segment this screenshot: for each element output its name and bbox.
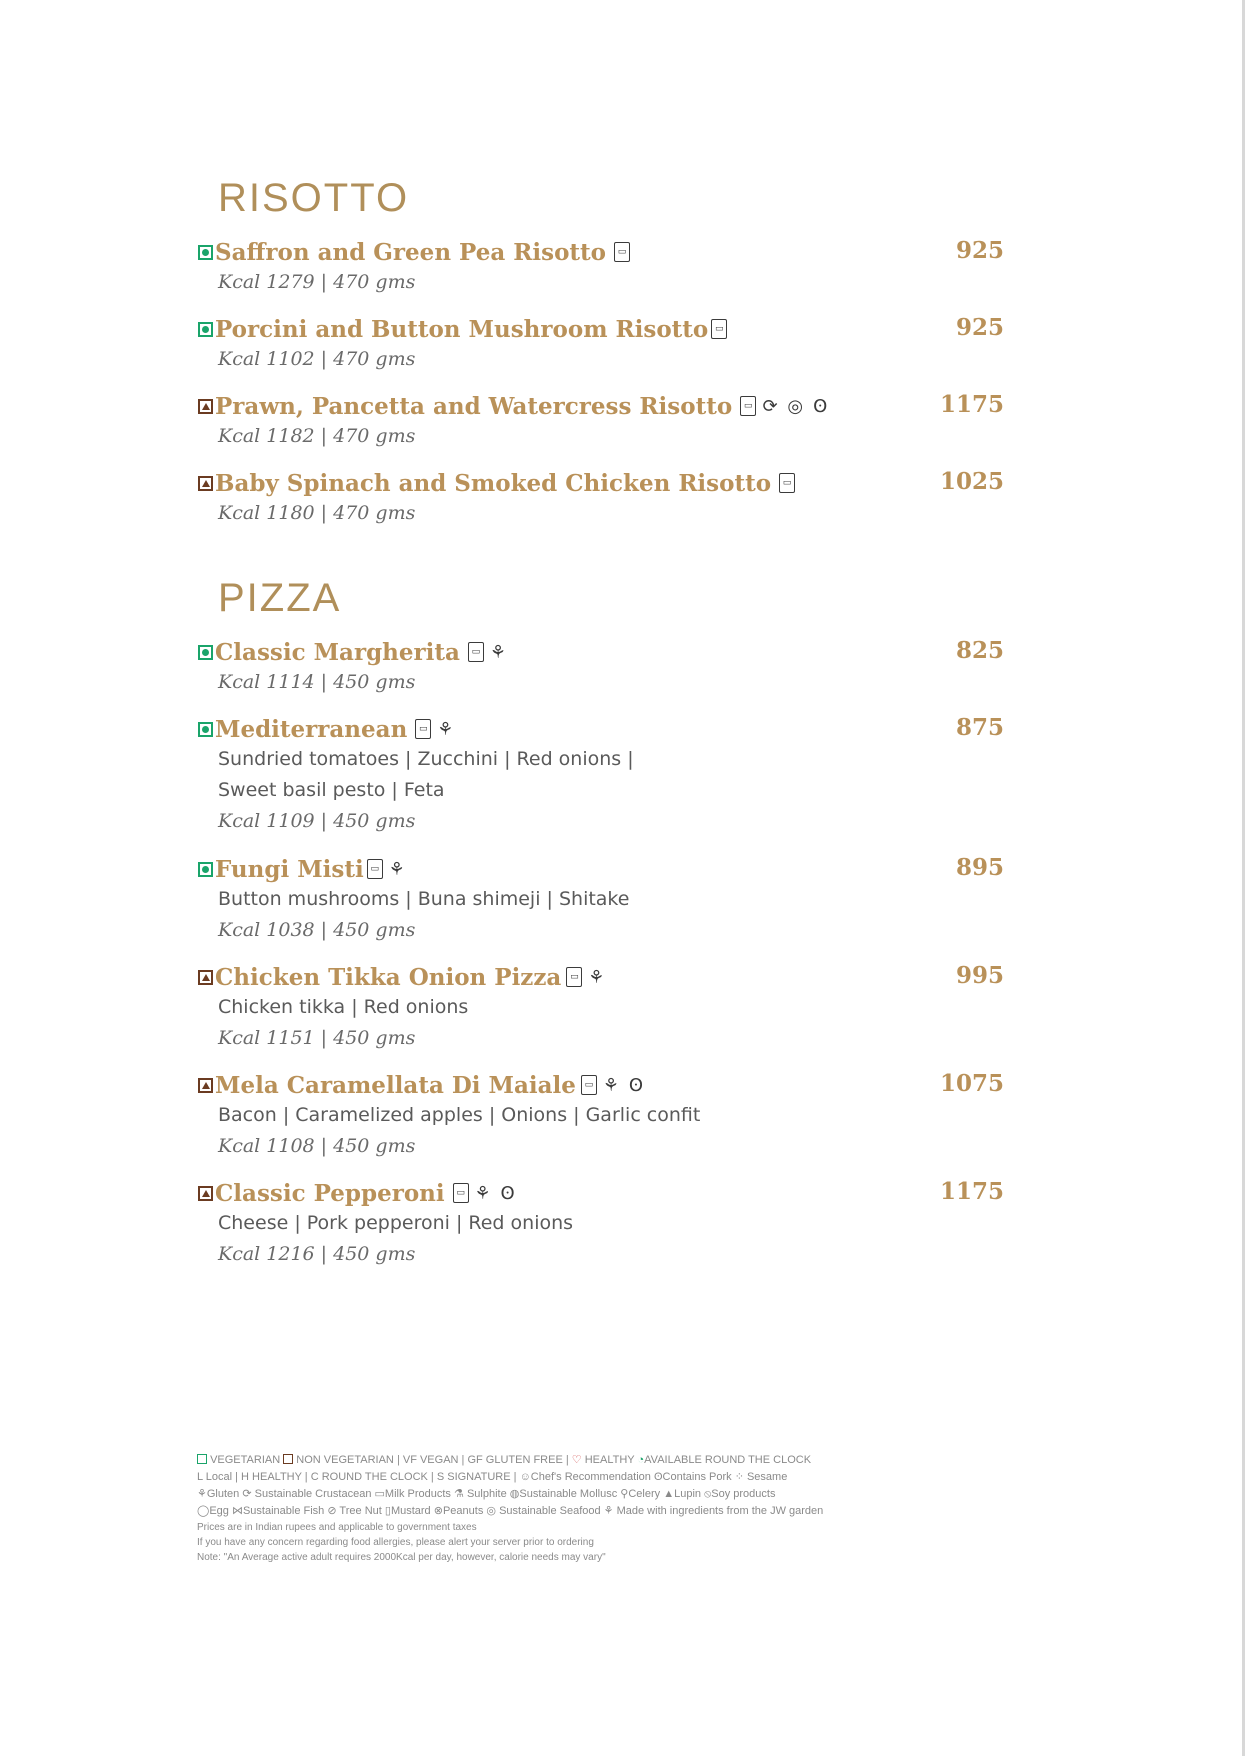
menu-item: [198, 854, 1004, 946]
item-price: 875: [955, 714, 1004, 741]
garden-icon: ⚘: [603, 1505, 614, 1517]
item-name: Classic Pepperoni: [215, 1179, 445, 1207]
item-kcal: Kcal 1114 | 450 gms: [218, 671, 416, 693]
item-description: Sweet basil pesto | Feta: [218, 779, 445, 801]
legend-mustard: Mustard: [390, 1505, 431, 1517]
item-kcal: Kcal 1182 | 470 gms: [218, 425, 416, 447]
legend-note-allergies: If you have any concern regarding food allergies, please alert your server prior to ordering: [197, 1537, 594, 1548]
gluten-icon: ⚘: [602, 1074, 619, 1096]
item-description: Sundried tomatoes | Zucchini | Red onions |: [218, 748, 634, 770]
item-name: Prawn, Pancetta and Watercress Risotto: [215, 392, 733, 420]
legend-garden: Made with ingredients from the JW garden: [616, 1505, 824, 1517]
milk-products-icon: ▭: [415, 719, 431, 739]
menu-item: [198, 962, 1004, 1054]
item-price: 925: [955, 237, 1004, 264]
crustacean-icon: ⟳: [762, 395, 778, 417]
non-vegetarian-icon: [198, 476, 213, 491]
legend-line-4: [197, 1503, 957, 1520]
pork-icon: ʘ: [500, 1182, 515, 1204]
non-vegetarian-icon: [198, 1078, 213, 1093]
legend-gluten: Gluten: [206, 1488, 240, 1500]
legend-celery: Celery: [628, 1488, 661, 1500]
legend-fish: Sustainable Fish: [242, 1505, 325, 1517]
menu-item: [198, 1178, 1004, 1270]
milk-products-icon: ▭: [740, 396, 756, 416]
milk-products-icon: ▭: [367, 859, 383, 879]
item-kcal: Kcal 1038 | 450 gms: [218, 919, 416, 941]
milk-products-icon: ▭: [374, 1488, 385, 1500]
vegetarian-icon: [198, 722, 213, 737]
milk-products-icon: ▭: [566, 967, 582, 987]
legend-pork: Contains Pork: [662, 1471, 732, 1483]
fish-icon: ⋈: [231, 1505, 243, 1517]
pork-icon: ʘ: [628, 1074, 643, 1096]
item-price: 895: [955, 854, 1004, 881]
item-price: 925: [955, 314, 1004, 341]
legend-milk: Milk Products: [384, 1488, 451, 1500]
section-title-risotto: RISOTTO: [218, 176, 410, 220]
lupin-icon: ▲: [663, 1488, 675, 1500]
gluten-icon: ⚘: [474, 1182, 491, 1204]
menu-item: [198, 1070, 1004, 1162]
item-price: 825: [955, 637, 1004, 664]
item-price: 1075: [939, 1070, 1004, 1097]
legend-sesame: Sesame: [746, 1471, 788, 1483]
pork-icon: ʘ: [813, 395, 828, 417]
legend-chefs: Chef's Recommendation: [530, 1471, 651, 1483]
menu-item: [198, 237, 1004, 298]
legend-non-vegetarian: NON VEGETARIAN: [296, 1454, 394, 1466]
sesame-icon: ⁘: [734, 1471, 744, 1483]
legend-tree-nut: Tree Nut: [339, 1505, 382, 1517]
item-kcal: Kcal 1180 | 470 gms: [218, 502, 416, 524]
heart-icon: ♡: [571, 1454, 582, 1466]
gluten-icon: ⚘: [588, 966, 605, 988]
legend-codes: L Local | H HEALTHY | C ROUND THE CLOCK | S SIGNATURE |: [197, 1471, 517, 1483]
item-name: Baby Spinach and Smoked Chicken Risotto: [215, 469, 772, 497]
legend-line-1: [197, 1452, 957, 1469]
legend-seafood: Sustainable Seafood: [499, 1505, 601, 1517]
item-price: 1175: [939, 1178, 1004, 1205]
legend-note-prices: Prices are in Indian rupees and applicable to government taxes: [197, 1522, 477, 1533]
item-kcal: Kcal 1108 | 450 gms: [218, 1135, 416, 1157]
item-name: Saffron and Green Pea Risotto: [215, 238, 606, 266]
item-kcal: Kcal 1216 | 450 gms: [218, 1243, 416, 1265]
item-price: 1025: [939, 468, 1004, 495]
non-vegetarian-icon: [198, 399, 213, 414]
item-price: 1175: [939, 391, 1004, 418]
non-vegetarian-icon: [198, 970, 213, 985]
section-title-pizza: PIZZA: [218, 576, 342, 620]
gluten-icon: ⚘: [489, 641, 506, 663]
legend-vegan-gf: | VF VEGAN | GF GLUTEN FREE |: [396, 1454, 569, 1466]
item-price: 995: [955, 962, 1004, 989]
gluten-icon: ⚘: [388, 858, 405, 880]
legend-mollusc: Sustainable Mollusc: [519, 1488, 618, 1500]
mustard-icon: ▯: [384, 1505, 391, 1517]
celery-icon: ⚲: [620, 1488, 629, 1500]
item-description: Button mushrooms | Buna shimeji | Shitake: [218, 888, 630, 910]
vegetarian-icon: [198, 322, 213, 337]
milk-products-icon: ▭: [453, 1183, 469, 1203]
legend-line-2: [197, 1469, 957, 1486]
item-kcal: Kcal 1151 | 450 gms: [218, 1027, 416, 1049]
chef-hat-icon: ☺: [519, 1471, 531, 1483]
gluten-icon: ⚘: [197, 1488, 207, 1500]
legend-round-clock: AVAILABLE ROUND THE CLOCK: [644, 1454, 812, 1466]
legend-note-calories: Note: "An Average active adult requires 2000Kcal per day, however, calorie needs may vary": [197, 1552, 606, 1563]
item-name: Chicken Tikka Onion Pizza: [215, 963, 562, 991]
milk-products-icon: ▭: [614, 242, 630, 262]
milk-products-icon: ▭: [468, 642, 484, 662]
vegetarian-icon: [198, 645, 213, 660]
vegetarian-icon: [198, 245, 213, 260]
non-vegetarian-icon: [198, 1186, 213, 1201]
peanuts-icon: ⊗: [433, 1505, 443, 1517]
milk-products-icon: ▭: [711, 319, 727, 339]
legend-healthy: HEALTHY: [584, 1454, 635, 1466]
crustacean-icon: ⟳: [242, 1488, 252, 1500]
item-name: Mediterranean: [215, 715, 408, 743]
legend-crustacean: Sustainable Crustacean: [254, 1488, 372, 1500]
menu-item: [198, 391, 1004, 452]
legend-sulphite: Sulphite: [466, 1488, 507, 1500]
pork-icon: ʘ: [653, 1471, 663, 1483]
item-name: Classic Margherita: [215, 638, 460, 666]
legend-egg: Egg: [209, 1505, 229, 1517]
item-name: Mela Caramellata Di Maiale: [215, 1071, 576, 1099]
sustainable-seafood-icon: ◎: [787, 395, 804, 417]
milk-products-icon: ▭: [581, 1075, 597, 1095]
egg-icon: ◯: [197, 1505, 210, 1517]
sustainable-seafood-icon: ◎: [486, 1505, 497, 1517]
soy-icon: ⦸: [704, 1488, 712, 1500]
clock-icon: ◔: [637, 1454, 645, 1466]
item-description: Chicken tikka | Red onions: [218, 996, 469, 1018]
item-kcal: Kcal 1102 | 470 gms: [218, 348, 416, 370]
legend-lupin: Lupin: [674, 1488, 702, 1500]
non-vegetarian-icon: [283, 1454, 293, 1464]
tree-nut-icon: ⊘: [327, 1505, 337, 1517]
menu-item: [198, 468, 1004, 529]
item-name: Porcini and Button Mushroom Risotto: [215, 315, 709, 343]
legend-peanuts: Peanuts: [442, 1505, 484, 1517]
menu-item: [198, 314, 1004, 375]
item-description: Cheese | Pork pepperoni | Red onions: [218, 1212, 574, 1234]
legend-vegetarian: VEGETARIAN: [210, 1454, 281, 1466]
legend: [197, 1452, 957, 1565]
legend-soy: Soy products: [711, 1488, 776, 1500]
mollusc-icon: ◍: [509, 1488, 520, 1500]
item-description: Bacon | Caramelized apples | Onions | Garlic confit: [218, 1104, 701, 1126]
vegetarian-icon: [198, 862, 213, 877]
menu-item: [198, 714, 1004, 837]
item-name: Fungi Misti: [215, 855, 364, 883]
gluten-icon: ⚘: [437, 718, 454, 740]
legend-line-3: [197, 1486, 957, 1503]
milk-products-icon: ▭: [779, 473, 795, 493]
sulphite-icon: ⚗: [454, 1488, 464, 1500]
item-kcal: Kcal 1279 | 470 gms: [218, 271, 416, 293]
vegetarian-icon: [197, 1454, 207, 1464]
menu-item: [198, 637, 1004, 698]
item-kcal: Kcal 1109 | 450 gms: [218, 810, 416, 832]
